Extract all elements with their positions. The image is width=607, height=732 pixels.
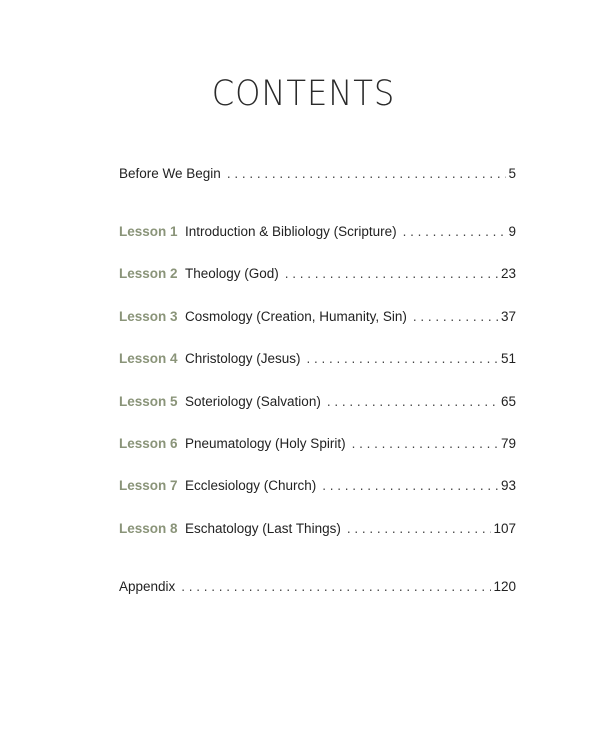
toc-entry-lesson-5[interactable] (119, 393, 516, 411)
toc-entry-lesson-7[interactable] (119, 477, 516, 495)
dot-leader (307, 350, 499, 368)
toc-entry-page-number: 5 (508, 166, 516, 181)
toc-entry-label: Christology (Jesus) (185, 351, 301, 366)
dot-leader (322, 477, 499, 495)
dot-leader (347, 520, 492, 538)
lesson-number: Lesson 4 (119, 351, 178, 366)
lesson-number: Lesson 8 (119, 521, 178, 536)
toc-entry-appendix[interactable] (119, 578, 516, 596)
toc-entry-label: Soteriology (Salvation) (185, 394, 321, 409)
toc-entry-lesson-6[interactable] (119, 435, 516, 453)
toc-entry-lesson-1[interactable] (119, 223, 516, 241)
lesson-number: Lesson 7 (119, 478, 178, 493)
toc-entry-label: Appendix (119, 579, 176, 594)
toc-entry-page-number: 37 (500, 309, 516, 324)
toc-entry-before-we-begin[interactable] (119, 165, 516, 183)
lesson-number: Lesson 2 (119, 266, 178, 281)
toc-entry-lesson-4[interactable] (119, 350, 516, 368)
dot-leader (413, 308, 499, 326)
toc-entry-label: Before We Begin (119, 166, 221, 181)
toc-entry-page-number: 93 (500, 478, 516, 493)
page-title: CONTENTS (211, 74, 396, 114)
dot-leader (352, 435, 499, 453)
toc-entry-page-number: 51 (500, 351, 516, 366)
dot-leader (227, 165, 507, 183)
toc-entry-label: Cosmology (Creation, Humanity, Sin) (185, 309, 407, 324)
toc-entry-label: Pneumatology (Holy Spirit) (185, 436, 346, 451)
toc-entry-page-number: 65 (500, 394, 516, 409)
toc-entry-page-number: 23 (500, 266, 516, 281)
toc-entry-lesson-2[interactable] (119, 265, 516, 283)
dot-leader (181, 578, 491, 596)
lesson-number: Lesson 6 (119, 436, 178, 451)
toc-entry-page-number: 9 (508, 224, 516, 239)
dot-leader (285, 265, 499, 283)
toc-entry-label: Eschatology (Last Things) (185, 521, 341, 536)
toc-entry-page-number: 79 (500, 436, 516, 451)
toc-entry-page-number: 107 (493, 521, 516, 536)
toc-entry-label: Ecclesiology (Church) (185, 478, 317, 493)
toc-entry-lesson-8[interactable] (119, 520, 516, 538)
toc-entry-label: Introduction & Bibliology (Scripture) (185, 224, 397, 239)
lesson-number: Lesson 1 (119, 224, 178, 239)
lesson-number: Lesson 3 (119, 309, 178, 324)
dot-leader (403, 223, 507, 241)
lesson-number: Lesson 5 (119, 394, 178, 409)
toc-entry-lesson-3[interactable] (119, 308, 516, 326)
toc-entry-page-number: 120 (493, 579, 516, 594)
dot-leader (327, 393, 499, 411)
toc-entry-label: Theology (God) (185, 266, 279, 281)
